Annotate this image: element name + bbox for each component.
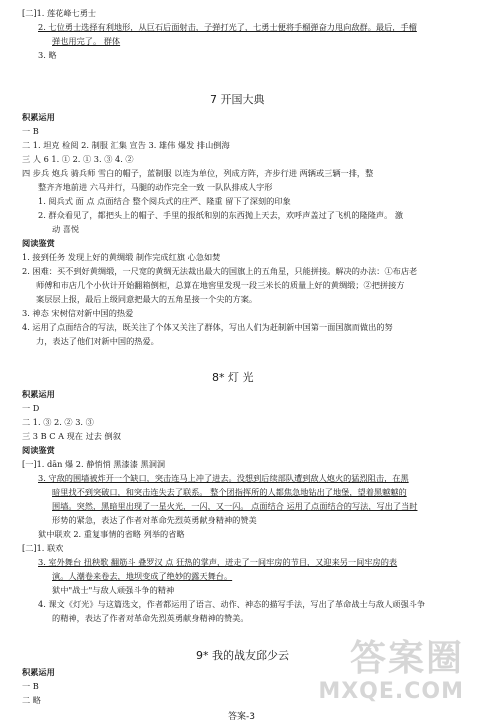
text-line: 3. 室外舞台 扭秧歌 翻筋斗 叠罗汉 点 狂热的掌声，迸走了一间牢房的节目，又迎来另一间牢房的表 — [38, 557, 398, 567]
text-line: 狱中联欢 2. 重复事情的省略 列举的省略 — [38, 529, 185, 539]
text-line: 一 B — [22, 681, 39, 691]
text-line: 案层层上报，最后上级同意把最大的五角星接一个尖的方案。 — [36, 294, 258, 304]
watermark-logo — [318, 638, 470, 711]
text-line: 动 喜悦 — [52, 224, 80, 234]
text-line: [二]1. 莲花峰七勇士 — [22, 8, 97, 18]
text-line: 3. 守敌的围墙被炸开一个缺口，突击连马上冲了进去。没想到后续部队遭到敌人炮火的猛烈阻击，在黑 — [38, 473, 409, 483]
subsection-heading: 阅读鉴赏 — [22, 238, 55, 248]
text-line: 二 1. 坦克 检阅 2. 制服 汇集 宣告 3. 雄伟 爆发 排山倒海 — [22, 140, 230, 150]
text-line: 演。人潮卷来卷去，地坝变成了绝妙的露天舞台。 — [52, 571, 233, 581]
text-line: 2. 困难：买不到好黄绸缎，一尺宽的黄绸无法裁出最大的国旗上的五角星，只能拼接。解决的办法：①布店老 — [22, 266, 418, 276]
text-line: 狱中"战士"与敌人顽强斗争的精神 — [52, 585, 175, 595]
subsection-heading: 阅读鉴赏 — [22, 445, 55, 455]
text-line: 力，表达了他们对新中国的热爱。 — [36, 336, 159, 346]
text-line: 4. 运用了点面结合的写法，既关注了个体又关注了群体，写出人们为赶制新中国第一面国旗而做出的努 — [22, 322, 393, 332]
text-line: 2. 群众看见了，都把头上的帽子、手里的报纸和别的东西抛上天去，欢呼声盖过了飞机的隆隆声。 激 — [38, 210, 404, 220]
text-line: [二]1. 联欢 — [22, 543, 64, 553]
text-line: 1. 接到任务 发现上好的黄绸缎 制作完成红旗 心急如焚 — [22, 252, 221, 262]
section-title: 7 开国大典 — [210, 93, 265, 106]
text-line: 围墙。突然，黑暗里出现了一星火光，一闪，又一闪。 点面结合 运用了点面结合的写法，写出了当时 — [52, 501, 418, 511]
text-line: 弹也用完了。 群体 — [52, 36, 121, 46]
text-line: [一]1. dān 爆 2. 静悄悄 黑漆漆 黑洞洞 — [22, 459, 166, 469]
section-title: 9* 我的战友邱少云 — [196, 649, 289, 662]
text-line: 三 人 6 1. ① 2. ① 3. ③ 4. ② — [22, 154, 134, 164]
text-line: 一 B — [22, 126, 39, 136]
subsection-heading: 积累运用 — [22, 667, 55, 677]
section-title: 8* 灯 光 — [212, 371, 254, 384]
watermark-text: 答案圈 — [349, 638, 464, 679]
text-line: 3. 神态 宋树信对新中国的热爱 — [22, 308, 134, 318]
text-line: 暗里找不到突破口，和突击连失去了联系。 整个团指挥所的人都焦急地钻出了地堡，望着黑魆魆的 — [52, 487, 407, 497]
text-line: 整齐齐地前进 六马并行，马腿的动作完全一致 一队队排成人字形 — [38, 182, 273, 192]
text-line: 四 步兵 炮兵 骑兵师 雪白的帽子，蓝制服 以连为单位，列成方阵，齐步行进 两辆或三辆一排，整 — [22, 168, 374, 178]
text-line: 二 略 — [22, 695, 41, 705]
subsection-heading: 积累运用 — [22, 389, 55, 399]
text-line: 4. 课文《灯光》与这篇选文，作者都运用了语言、动作、神态的描写手法，写出了革命战士与敌人顽强斗争 — [38, 599, 426, 609]
text-line: 的精神，表达了作者对革命先烈英勇献身精神的赞美。 — [52, 613, 249, 623]
text-line: 1. 阅兵式 面 点 点面结合 整个阅兵式的庄严、隆重 留下了深刻的印象 — [38, 196, 291, 206]
watermark-url: MXQE.COM — [318, 679, 464, 704]
text-line: 三 3 B C A 现在 过去 倒叙 — [22, 431, 121, 441]
text-line: 3. 略 — [38, 50, 57, 60]
text-line: 师傅和市店几个小伙计开始翻箱倒柜，总算在地窖里发现一段三米长的质量上好的黄绸缎；②把拼接方 — [36, 280, 405, 290]
text-line: 二 1. ③ 2. ② 3. ③ — [22, 417, 94, 427]
subsection-heading: 积累运用 — [22, 112, 55, 122]
text-line: 形势的紧急，表达了作者对革命先烈英勇献身精神的赞美 — [52, 515, 257, 525]
text-line: 2. 七位勇士选择有利地形，从巨石后面射击，子弹打光了，七勇士便将手榴弹奋力甩向敌群。最后，手榴 — [38, 22, 417, 32]
text-line: 一 D — [22, 403, 40, 413]
page-number: 答案-3 — [228, 712, 255, 722]
